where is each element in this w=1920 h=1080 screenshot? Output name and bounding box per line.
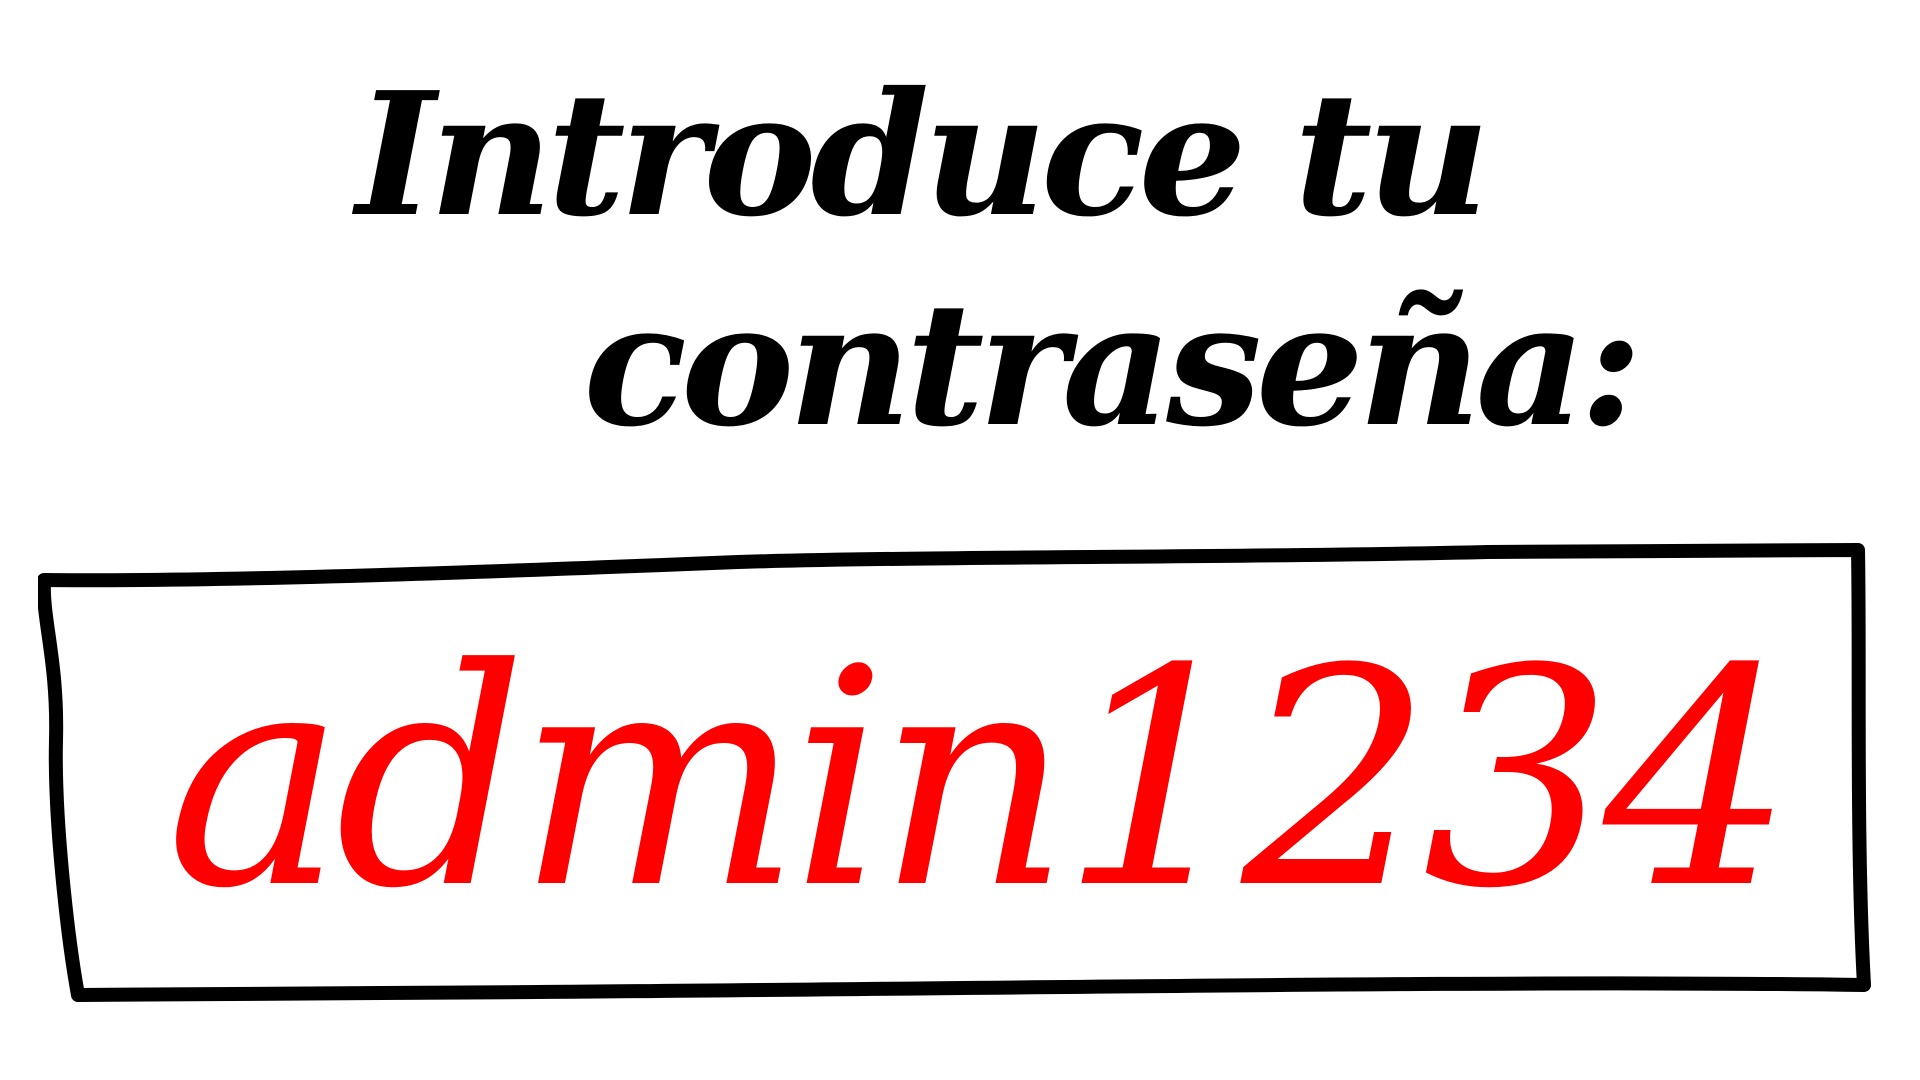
- prompt-line-1: Introduce tu: [355, 55, 1485, 255]
- prompt-label: [0, 50, 1920, 470]
- password-input[interactable]: [38, 540, 1883, 1015]
- password-value: admin1234: [166, 605, 1785, 954]
- prompt-line-2: contraseña:: [583, 265, 1637, 465]
